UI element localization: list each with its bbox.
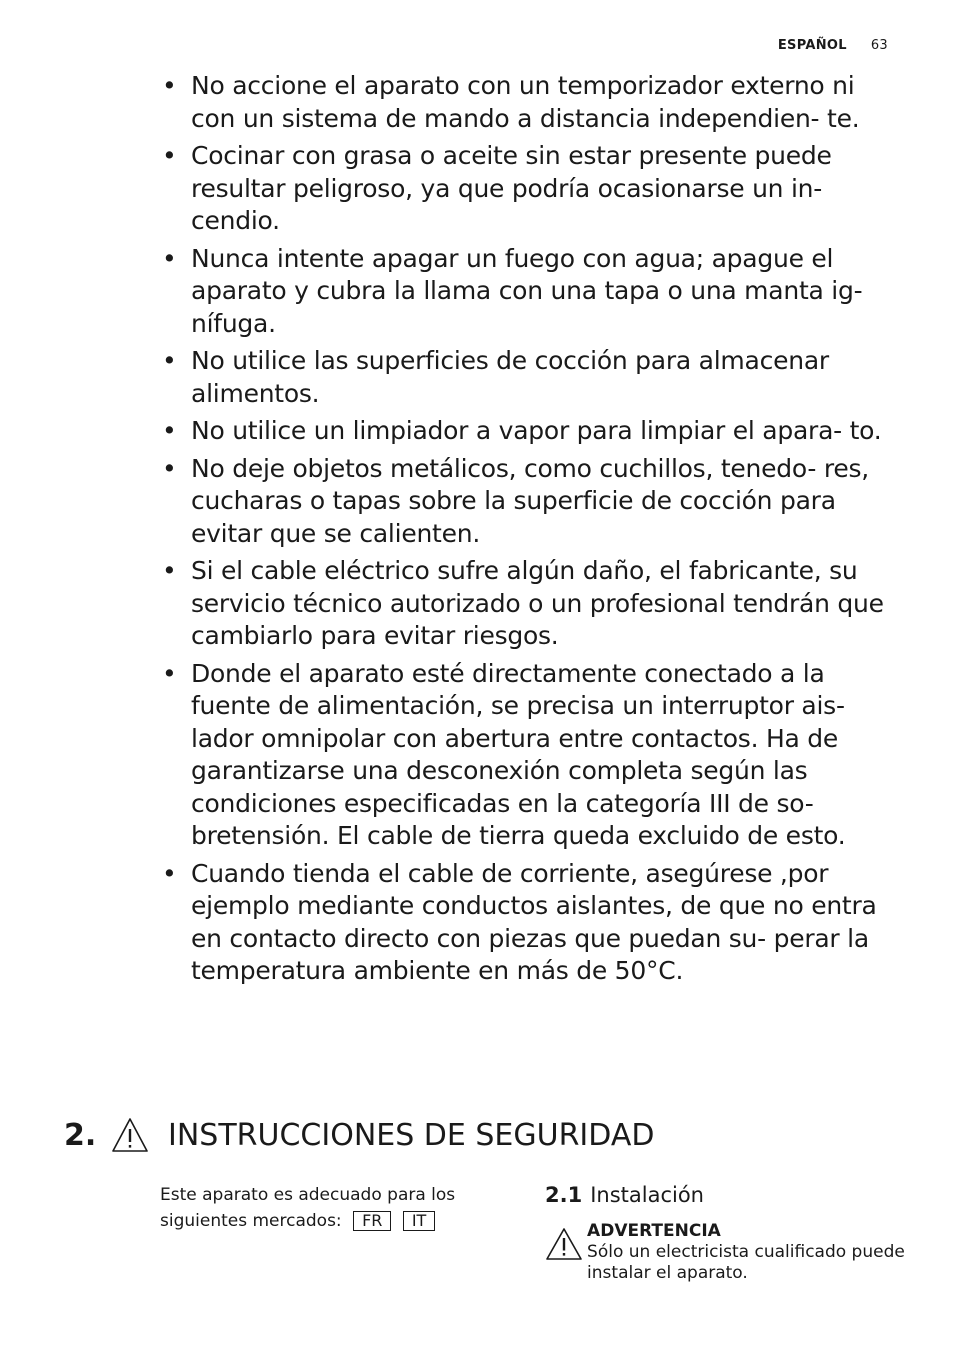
bullet-dot-icon: • — [162, 658, 177, 688]
markets-note — [160, 1182, 480, 1234]
bullet-dot-icon: • — [162, 858, 177, 888]
markets-text: Este aparato es adecuado para los siguientes mercados: — [160, 1185, 456, 1231]
warning-text: Sólo un electricista cualificado puede instalar el aparato. — [587, 1242, 905, 1283]
section-title: INSTRUCCIONES DE SEGURIDAD — [168, 1117, 655, 1153]
bullet-dot-icon: • — [162, 556, 177, 585]
warning-title: ADVERTENCIA — [587, 1221, 721, 1241]
installation-section — [545, 1183, 905, 1284]
list-item: • Si el cable eléctrico sufre algún daño, el fabricante, su servicio técnico autorizado o un profesional tendrán que cambiarlo para evitar riesgos. — [162, 556, 884, 650]
list-item: • Cocinar con grasa o aceite sin estar presente puede resultar peligroso, ya que podría ocasionarse un in- cendio. — [162, 141, 832, 235]
list-item: • No utilice las superficies de cocción para almacenar alimentos. — [162, 346, 829, 408]
language-label: ESPAÑOL — [777, 38, 847, 53]
list-item: • Nunca intente apagar un fuego con agua; apague el aparato y cubra la llama con una tapa o una manta ig- nífuga. — [162, 243, 863, 338]
page-number: 63 — [870, 38, 888, 53]
page-header — [778, 38, 888, 53]
list-item: • No accione el aparato con un temporizador externo ni con un sistema de mando a distancia independien- te. — [162, 71, 860, 133]
bullet-dot-icon: • — [162, 346, 177, 375]
section-number: 2. — [64, 1117, 97, 1153]
list-item: • Cuando tienda el cable de corriente, asegúrese ,por ejemplo mediante conductos aislantes, de que no entra en contacto directo con piezas que puedan su- perar la temperatura ambiente en más de 50°C. — [162, 858, 877, 985]
safety-bullet-list — [160, 70, 900, 993]
bullet-dot-icon: • — [162, 243, 177, 273]
warning-triangle-icon — [100, 1117, 160, 1153]
list-item: • No deje objetos metálicos, como cuchillos, tenedo- res, cucharas o tapas sobre la superficie de cocción para evitar que se calienten. — [162, 453, 869, 548]
list-item: • Donde el aparato esté directamente conectado a la fuente de alimentación, se precisa un interruptor ais- lador omnipolar con abertura entre contactos. Ha de garantizarse una desconexión completa según las condiciones especificadas en la categoría III de so- bretensión. El cable de tierra queda excluido de esto. — [162, 658, 846, 850]
country-badge: FR — [353, 1211, 391, 1231]
warning-content — [587, 1221, 905, 1284]
subsection-title: Instalación — [590, 1183, 704, 1207]
warning-box — [545, 1221, 905, 1284]
subsection-heading — [545, 1183, 905, 1207]
section-heading — [64, 1113, 654, 1157]
bullet-dot-icon: • — [162, 141, 177, 170]
subsection-number: 2.1 — [545, 1183, 583, 1207]
bullet-dot-icon: • — [162, 71, 177, 100]
list-item: • No utilice un limpiador a vapor para limpiar el apara- to. — [160, 415, 900, 448]
bullet-dot-icon: • — [162, 416, 177, 445]
bullet-dot-icon: • — [162, 453, 177, 483]
country-badge: IT — [403, 1211, 436, 1231]
warning-triangle-icon — [545, 1221, 587, 1284]
